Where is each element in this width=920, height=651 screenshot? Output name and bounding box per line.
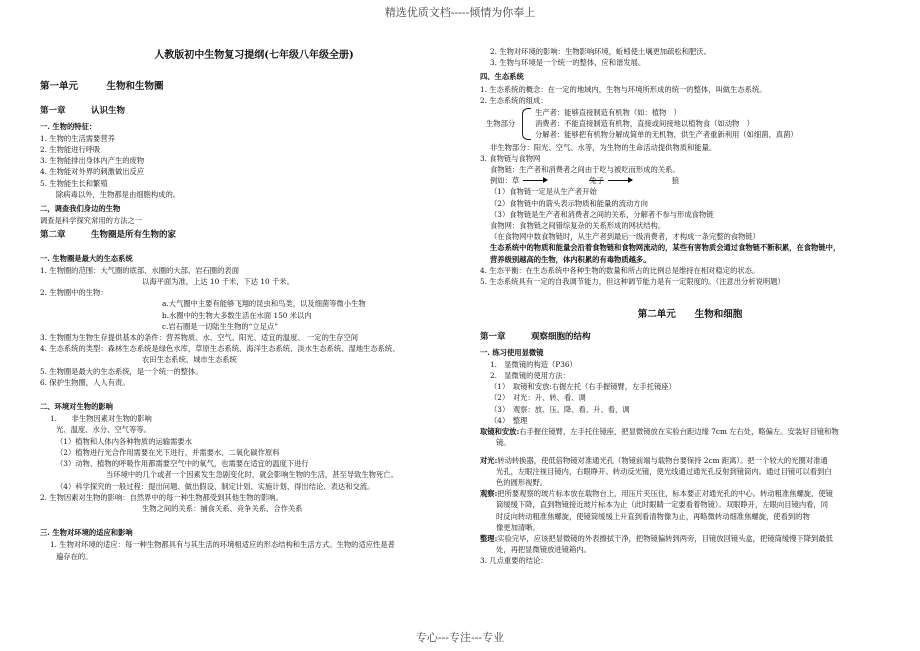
list-item: （4）科学探究的一般过程：提出问题、做出假设、制定计划、实施计划、得出结论、表达和交流。 [56,481,375,491]
list-item: 以海平面为准，上达 10 千米，下达 10 千米。 [142,277,294,287]
list-item: （3）食物链是生产者和消费者之间的关系，分解者不参与形成食物链 [490,209,714,219]
list-item: 1. 生物对环境的适应：每一种生物都具有与其生活的环境相适应的形态结构和生活方式。生物的适应性是普 [50,540,395,550]
section-heading: 三. 生物对环境的适应和影响 [40,528,133,538]
brace-icon [522,108,531,140]
section-heading: 二、环境对生物的影响 [40,402,113,412]
list-item: a.大气圈中主要有能够飞翔的昆虫和鸟类，以及细菌等微小生物 [162,299,366,309]
list-item: 1. 生物圈的范围：大气圈的底部、水圈的大部、岩石圈的表面 [40,265,239,275]
paragraph: 观察:把所要观察的玻片标本放在载物台上，用压片夹压住，标本要正对通光孔的中心。转动粗准焦螺旋，使镜 [480,489,833,499]
chapter-heading: 第一章 观察细胞的结构 [480,332,591,343]
paragraph: 光孔，左眼注视目镜内，右眼睁开。转动反光镜，使光线通过通光孔反射到镜筒内。通过目镜可以看到白 [496,466,832,476]
list-item: 5. 生物圈是最大的生态系统，是一个统一的整体。 [40,366,203,376]
list-item: 1. 生物的生活需要营养 [40,133,115,143]
section-heading: 二，调查我们身边的生物 [40,204,121,214]
section-heading: 一. 生物的特征： [40,121,97,131]
list-item: 遍存在的。 [56,551,93,561]
list-item: 当环境中的几个或者一个因素发生急剧变化时，就会影响生物的生活，甚至导致生物死亡。 [106,470,398,480]
list-item: 4. 生物能对外界的刺激做出反应 [40,167,145,177]
list-item: 2. 显微镜的使用方法： [490,371,570,381]
list-item: （1）植物和人体内各种物质的运输需要水 [56,436,192,446]
list-item: 6. 保护生物圈，人人有责。 [40,377,130,387]
list-item: 5. 生物能生长和繁殖 [40,178,108,188]
bold-note: 生态系统中的物质和能量会沿着食物链和食物网流动的，某些有害物质会通过食物链不断积累，在食物链中， [490,243,841,253]
para-label: 取镜和安放: [480,427,520,437]
ecosystem-components [480,107,900,141]
paragraph: 时反向转动粗准焦螺旋，使镜筒缓缓上升直到看清物像为止，再略微转动细准焦螺旋，使看到的物 [496,511,810,521]
list-item: 1. 生态系统的概念：在一定的地域内，生物与环境所形成的统一的整体，叫做生态系统。 [480,84,767,94]
list-item: 4. 生态系统的类型：森林生态系统是绿色水库，草原生态系统、海洋生态系统、淡水生态系统、湿地生态系统、 [40,344,400,354]
list-item: 4. 生态平衡：在生态系统中各种生物的数量和所占的比例总是维持在相对稳定的状态。 [480,265,760,275]
unit2-heading: 第二单元 生物和细胞 [637,309,743,321]
section-heading: 一. 练习使用显微镜 [480,347,544,357]
section-heading: 一. 生物圈是最大的生态系统 [40,253,133,263]
list-item: （4） 整理 [490,415,528,425]
list-item: 非生物部分：阳光、空气、水等，为生物的生命活动提供物质和能量。 [490,142,717,152]
list-item: 农田生态系统、城市生态系统 [142,355,237,365]
page-footer: 专心---专注---专业 [415,631,505,644]
list-item: （在食物网中数食物链时，从生产者到最后一级消费者，才构成一条完整的食物链） [490,232,760,242]
chain-start: 例如：草 [490,176,520,186]
list-item: （2）植物进行光合作用需要在光下进行，并需要水、二氧化碳作原料 [56,447,280,457]
chapter1-heading: 第一章 认识生物 [40,106,126,117]
list-item: （2） 对光：升、转、看、调 [490,393,586,403]
document-title: 人教版初中生物复习提纲(七年级八年级全册) [154,50,354,61]
chain-middle: 兔子 [589,176,604,186]
list-item: 消费者：不能直接制造有机物，直接或间接地以植物食（如动物 ） [535,119,754,129]
chain-end: 狼 [671,176,680,186]
list-item: 1. 非生物因素对生物的影响 [50,414,152,424]
list-item: 除病毒以外，生物都是由细胞构成的。 [56,189,181,199]
unit1-heading: 第一单元 生物和生物圈 [40,81,164,93]
list-item: 1. 显微镜的构造（P36） [490,359,577,369]
list-item: 3. 生物能排出身体内产生的废物 [40,156,145,166]
arrow-icon [523,180,547,181]
paragraph: 对光:转动转换器，使低倍物镜对准通光孔（物镜前端与载物台要保持 2cm 距离）。把一个较大的光圈对准通 [480,455,828,465]
para-label: 观察: [480,489,498,499]
paragraph: 处，再把显微镜放进镜箱内。 [496,545,591,555]
list-item: b.水圈中的生物大多数生活在水面 150 米以内 [162,310,312,320]
list-item: 2. 生态系统的组成： [480,95,548,105]
list-item: 食物链：生产者和消费者之间由于吃与被吃而形成的关系。 [490,165,680,175]
list-item: 2. 生物圈中的生物： [40,288,108,298]
para-label: 整理: [480,533,498,543]
list-item: （3） 观察：放、压、降、看、升、看、调 [490,404,630,414]
list-item: 生产者：能够直接制造有机物（如：植物 ） [535,108,681,118]
bio-part-label: 生物部分 [486,119,516,129]
left-column [40,50,468,562]
page-header: 精选优质文档-----倾情为你奉上 [384,6,536,19]
paragraph: 镜。 [496,438,511,448]
list-item: 3. 生物与环境是一个统一的整体，应和谐发展。 [490,58,646,68]
list-item: c.岩石圈是一切陆生生物的“立足点” [162,321,279,331]
list-item: （3）动物、植物的呼吸作用都需要空气中的氧气，也需要在适宜的温度下进行 [56,459,309,469]
section-heading: 四、生态系统 [480,72,524,82]
paragraph: 筒缓缓下降，直到物镜接近玻片标本为止（此时眼睛一定要看着物镜）。双眼睁开，左眼向目镜内看，同 [496,500,829,510]
chapter2-heading: 第二章 生物圈是所有生物的家 [40,230,177,241]
paragraph: 色的圆形视野。 [496,477,548,487]
para-label: 对光: [480,455,498,465]
list-item: （1）食物链一定是从生产者开始 [490,187,597,197]
list-item: 3. 几点重要的结论： [480,556,548,566]
list-item: 分解者：能够把有机物分解成简单的无机物，供生产者重新利用（如细菌、真菌） [535,130,798,140]
paragraph: 调查是科学探究常用的方法之一 [40,216,143,226]
list-item: 3. 生物圈为生物生存提供基本的条件：营养物质、水、空气、阳光、适宜的温度、 一定的生存空间 [40,333,359,343]
list-item: 食物网：食物链之间错综复杂的关系形成的网状结构。 [490,221,666,231]
bold-note: 营养级别越高的生物，体内积累的有毒物质越多。 [490,254,651,264]
paragraph: 取镜和安放:右手握住镜臂，左手托住镜座，把显微镜放在实验台距边缘 7cm 左右处，略偏左。安装好目镜和物 [480,427,839,437]
right-column [480,46,900,567]
list-item: 光、温度、水分、空气等等。 [56,425,151,435]
list-item: 2. 生物能进行呼吸 [40,145,101,155]
arrow-icon [608,180,632,181]
list-item: （1） 取镜和安放:右握左托（右手握镜臂，左手托镜座） [490,382,676,392]
paragraph: 像更加清晰。 [496,522,540,532]
list-item: 3. 食物链与食物网 [480,153,541,163]
paragraph: 整理:实验完毕，应该把显微镜的外表擦拭干净，把物镜偏转到两旁，目镜放回镜头盒，把镜筒缓慢下降到最低 [480,533,833,543]
list-item: 2. 生物对环境的影响：生物影响环境，蚯蚓使土壤更加疏松和肥沃。 [490,47,711,56]
list-item: （2）食物链中的箭头表示物质和能量的流动方向 [490,198,648,208]
food-chain-example [480,175,679,186]
list-item: 5. 生态系统具有一定的自我调节能力，但这种调节能力是有一定限度的。（注意出分析说明题） [480,277,785,287]
list-item: 2. 生物因素对生物的影响：自然界中的每一种生物都受到其他生物的影响。 [40,492,283,502]
list-item: 生物之间的关系：捕食关系、竞争关系、合作关系 [142,503,303,513]
